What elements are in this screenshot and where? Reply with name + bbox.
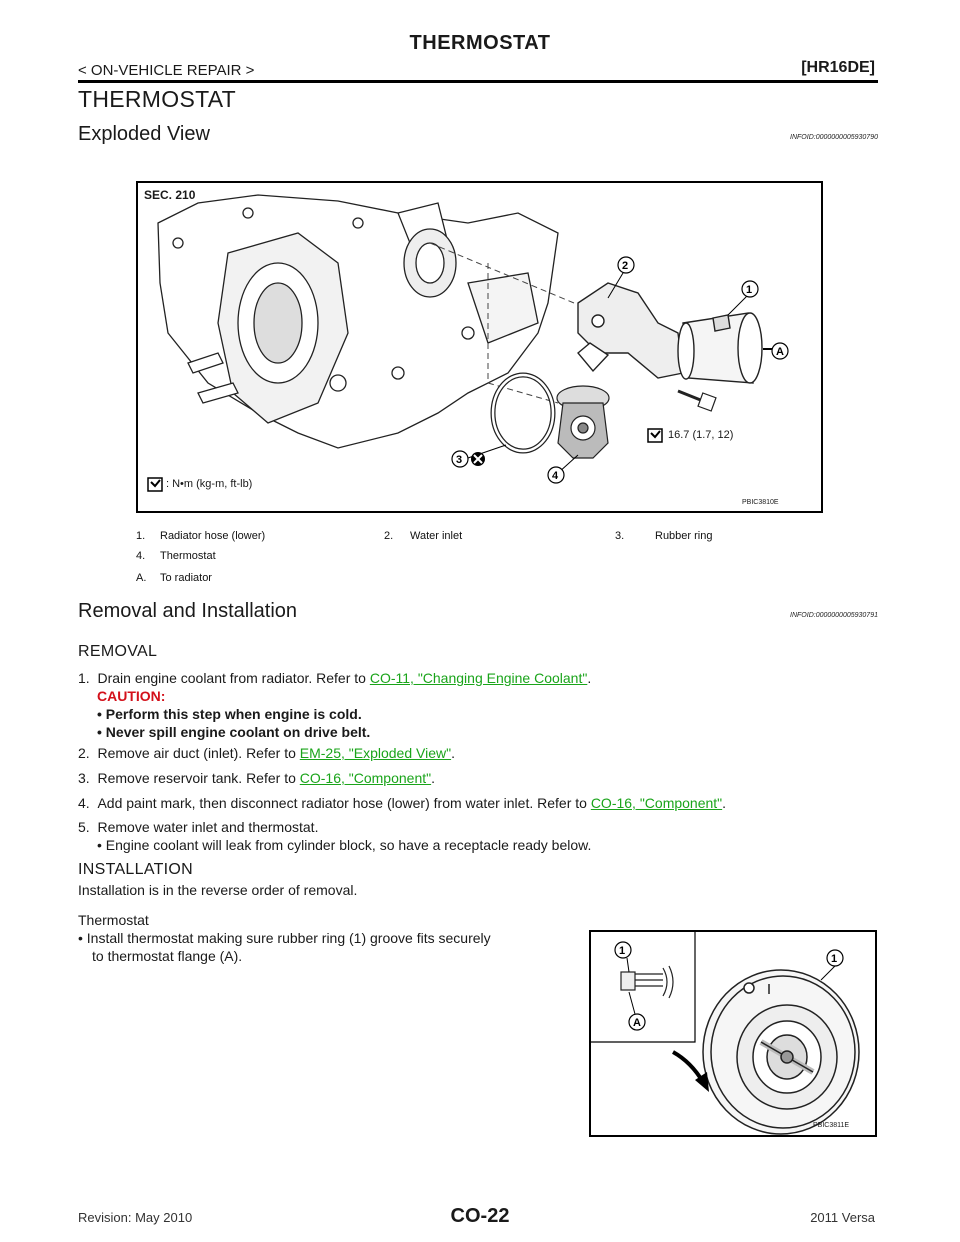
step-1: 1. Drain engine coolant from radiator. Refer to CO-11, "Changing Engine Coolant". bbox=[78, 670, 592, 686]
removal-installation-heading: Removal and Installation bbox=[78, 600, 298, 622]
caution-item: • Perform this step when engine is cold. bbox=[97, 706, 362, 722]
page-number: CO-22 bbox=[450, 1205, 510, 1227]
removal-heading: REMOVAL bbox=[78, 643, 158, 660]
exploded-view-illustration bbox=[138, 183, 821, 511]
section-breadcrumb: < ON-VEHICLE REPAIR > bbox=[78, 62, 255, 79]
thermostat-instruction: • Install thermostat making sure rubber ring (1) groove fits securely bbox=[78, 930, 491, 946]
callout-label-2: 2 bbox=[622, 260, 629, 272]
legend-item: 2. bbox=[384, 530, 394, 542]
legend-item-label: Rubber ring bbox=[655, 530, 713, 542]
thermostat-illustration bbox=[591, 932, 875, 1135]
callout-label-1: 1 bbox=[746, 284, 753, 296]
thermostat-heading: Thermostat bbox=[78, 912, 149, 928]
legend-item-label: Water inlet bbox=[410, 530, 463, 542]
legend-item: 1. bbox=[136, 530, 146, 542]
step-4: 4. Add paint mark, then disconnect radiator hose (lower) from water inlet. Refer to CO-16, "Component". bbox=[78, 795, 727, 811]
installation-text: Installation is in the reverse order of removal. bbox=[78, 882, 358, 898]
exploded-view-heading: Exploded View bbox=[78, 123, 210, 145]
figure-code: PBIC3810E bbox=[742, 499, 779, 506]
legend-item-label: Thermostat bbox=[160, 550, 216, 562]
callout-label-3: 3 bbox=[456, 454, 463, 466]
torque-spec: 16.7 (1.7, 12) bbox=[668, 429, 734, 441]
figure2-code: PBIC3811E bbox=[813, 1122, 850, 1129]
engine-code: [HR16DE] bbox=[801, 59, 875, 76]
running-header-title: THERMOSTAT bbox=[409, 32, 551, 54]
legend-item-label: Radiator hose (lower) bbox=[160, 530, 266, 542]
figure2-callout-label-a: A bbox=[633, 1017, 641, 1029]
legend-item-label: To radiator bbox=[160, 572, 212, 584]
torque-legend-icon bbox=[148, 478, 162, 491]
link-co-16-b[interactable]: CO-16, "Component" bbox=[590, 795, 723, 811]
installation-heading: INSTALLATION bbox=[78, 861, 194, 878]
figure2-callout-label-1b: 1 bbox=[831, 953, 838, 965]
callout-label-4: 4 bbox=[552, 470, 559, 482]
model-year: 2011 Versa bbox=[810, 1210, 875, 1225]
exploded-view-infoid: INFOID:0000000005930790 bbox=[790, 134, 878, 141]
legend-item: A. bbox=[136, 572, 147, 584]
link-em-25[interactable]: EM-25, "Exploded View" bbox=[299, 745, 452, 761]
link-co-16[interactable]: CO-16, "Component" bbox=[299, 770, 432, 786]
caution-item: • Never spill engine coolant on drive belt. bbox=[97, 724, 371, 740]
step-2: 2. Remove air duct (inlet). Refer to EM-25, "Exploded View". bbox=[78, 745, 455, 761]
thermostat-instruction-cont: to thermostat flange (A). bbox=[92, 948, 243, 964]
exploded-view-figure bbox=[136, 181, 823, 513]
legend-item: 4. bbox=[136, 550, 146, 562]
caution-label: CAUTION: bbox=[97, 688, 166, 704]
callout-label-a: A bbox=[776, 346, 784, 358]
header-divider bbox=[78, 80, 878, 83]
torque-unit-legend: : N•m (kg-m, ft-lb) bbox=[166, 478, 253, 490]
thermostat-figure bbox=[589, 930, 877, 1137]
step-3: 3. Remove reservoir tank. Refer to CO-16, "Component". bbox=[78, 770, 435, 786]
revision-date: Revision: May 2010 bbox=[78, 1210, 193, 1225]
step-5: 5. Remove water inlet and thermostat. bbox=[78, 819, 319, 835]
link-co-11[interactable]: CO-11, "Changing Engine Coolant" bbox=[369, 670, 588, 686]
step-5-note: • Engine coolant will leak from cylinder block, so have a receptacle ready below. bbox=[97, 837, 592, 853]
section-number: SEC. 210 bbox=[144, 188, 196, 202]
figure2-callout-label-1a: 1 bbox=[619, 945, 626, 957]
page-title: THERMOSTAT bbox=[78, 86, 237, 112]
legend-item: 3. bbox=[615, 530, 625, 542]
removal-infoid: INFOID:0000000005930791 bbox=[790, 612, 878, 619]
torque-wrench-icon bbox=[648, 429, 662, 442]
